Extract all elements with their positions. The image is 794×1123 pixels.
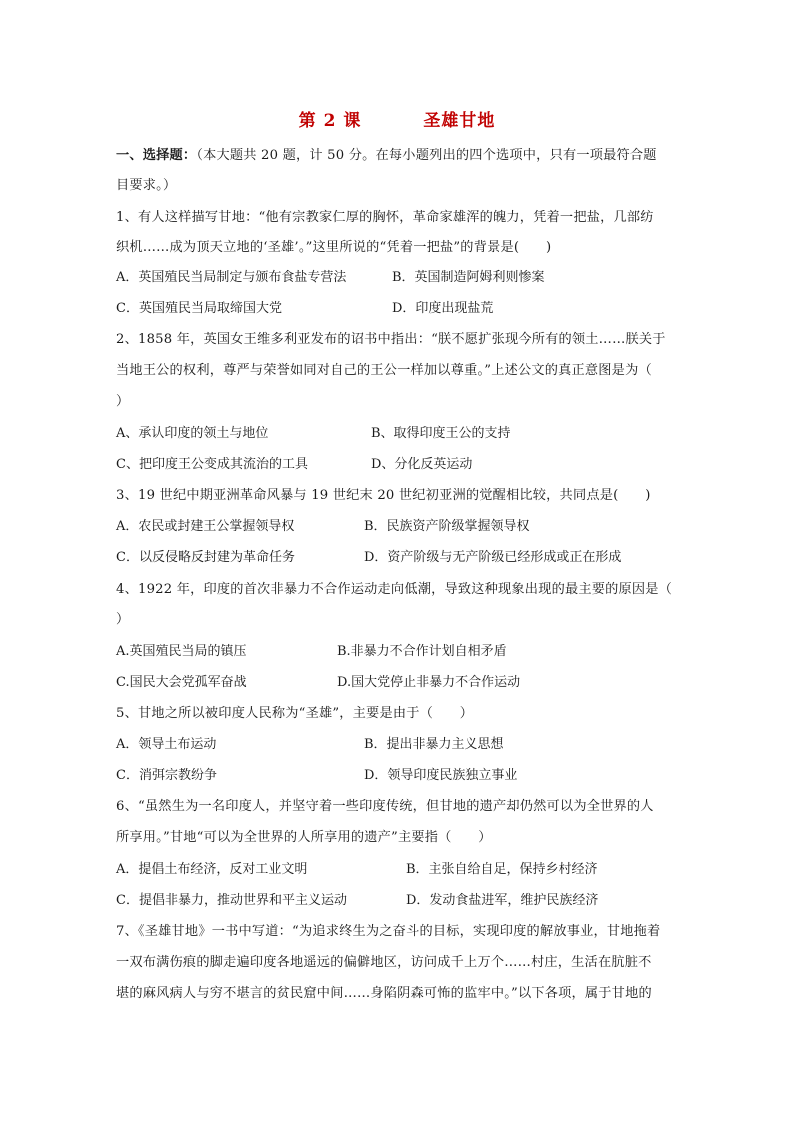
question-3-line-1: 3、19 世纪中期亚洲革命风暴与 19 世纪末 20 世纪初亚洲的觉醒相比较，共同点是( ) [116,488,651,503]
question-7-line-2: 一双布满伤痕的脚走遍印度各地遥远的偏僻地区，访问成千上万个……村庄，生活在肮脏不 [116,955,652,970]
question-6-option-a[interactable]: A．提倡土布经济，反对工业文明 [116,862,308,877]
question-3-option-d[interactable]: D．资产阶级与无产阶级已经形成或正在形成 [364,550,622,565]
lesson-number: 第 2 课 [298,111,362,131]
question-4-line-2: ） [116,612,130,627]
question-3-option-b[interactable]: B．民族资产阶级掌握领导权 [364,519,530,534]
question-4-option-d[interactable]: D.国大党停止非暴力不合作运动 [337,675,521,690]
question-1-option-a[interactable]: A．英国殖民当局制定与颁布食盐专营法 [116,270,347,285]
question-4-option-b[interactable]: B.非暴力不合作计划自相矛盾 [337,644,507,659]
question-3-option-c[interactable]: C．以反侵略反封建为革命任务 [116,550,295,565]
question-6-line-2: 所享用。”甘地“可以为全世界的人所享用的遗产”主要指（ ） [116,830,492,845]
question-7-line-3: 堪的麻风病人与穷不堪言的贫民窟中间……身陷阴森可怖的监牢中。”以下各项，属于甘地的 [116,986,652,1001]
question-5-option-a[interactable]: A．领导土布运动 [116,737,217,752]
question-3-option-a[interactable]: A．农民或封建王公掌握领导权 [116,519,295,534]
question-6-line-1: 6、“虽然生为一名印度人，并坚守着一些印度传统，但甘地的遗产却仍然可以为全世界的人 [116,799,654,814]
section-intro: 一、选择题：（本大题共 20 题，计 50 分。在每小题列出的四个选项中，只有一项最符合题 [116,148,657,163]
question-1-option-d[interactable]: D．印度出现盐荒 [392,301,494,316]
question-6-option-d[interactable]: D．发动食盐进军，维护民族经济 [406,893,599,908]
question-1-option-c[interactable]: C．英国殖民当局取缔国大党 [116,301,282,316]
question-2-option-d[interactable]: D、分化反英运动 [371,457,473,472]
question-6-option-c[interactable]: C．提倡非暴力，推动世界和平主义运动 [116,893,347,908]
question-6-option-b[interactable]: B．主张自给自足，保持乡村经济 [406,862,598,877]
question-4-line-1: 4、1922 年，印度的首次非暴力不合作运动走向低潮，导致这种现象出现的最主要的原因是（ [116,582,673,597]
question-2-option-b[interactable]: B、取得印度王公的支持 [371,426,511,441]
question-1-line-1: 1、有人这样描写甘地：“他有宗教家仁厚的胸怀，革命家雄浑的魄力，凭着一把盐，几部纺 [116,210,654,225]
question-5-line-1: 5、甘地之所以被印度人民称为“圣雄”，主要是由于（ ） [116,706,474,721]
lesson-name: 圣雄甘地 [423,111,496,131]
question-1-option-b[interactable]: B．英国制造阿姆利则惨案 [392,270,545,285]
question-7-line-1: 7、《圣雄甘地》一书中写道：“为追求终生为之奋斗的目标，实现印度的解放事业，甘地拖着 [116,924,661,939]
section-heading: 一、选择题： [116,148,197,163]
question-1-line-2: 织机……成为顶天立地的‘圣雄’。”这里所说的“凭着一把盐”的背景是( ) [116,240,552,255]
question-4-option-c[interactable]: C.国民大会党孤军奋战 [116,675,247,690]
page-title [0,106,794,131]
question-2-line-2: 当地王公的权利，尊严与荣誉如同对自己的王公一样加以尊重。”上述公文的真正意图是为（ [116,363,652,378]
question-5-option-c[interactable]: C．消弭宗教纷争 [116,768,217,783]
question-2-option-a[interactable]: A、承认印度的领土与地位 [116,426,269,441]
question-2-line-1: 2、1858 年，英国女王维多利亚发布的诏书中指出：“朕不愿扩张现今所有的领土……朕关于 [116,332,666,347]
question-5-option-d[interactable]: D．领导印度民族独立事业 [364,768,518,783]
question-2-option-c[interactable]: C、把印度王公变成其流治的工具 [116,457,308,472]
question-4-option-a[interactable]: A.英国殖民当局的镇压 [116,644,247,659]
question-2-line-3: ） [116,394,130,409]
section-intro-cont: 目要求。） [116,178,177,193]
question-5-option-b[interactable]: B．提出非暴力主义思想 [364,737,504,752]
